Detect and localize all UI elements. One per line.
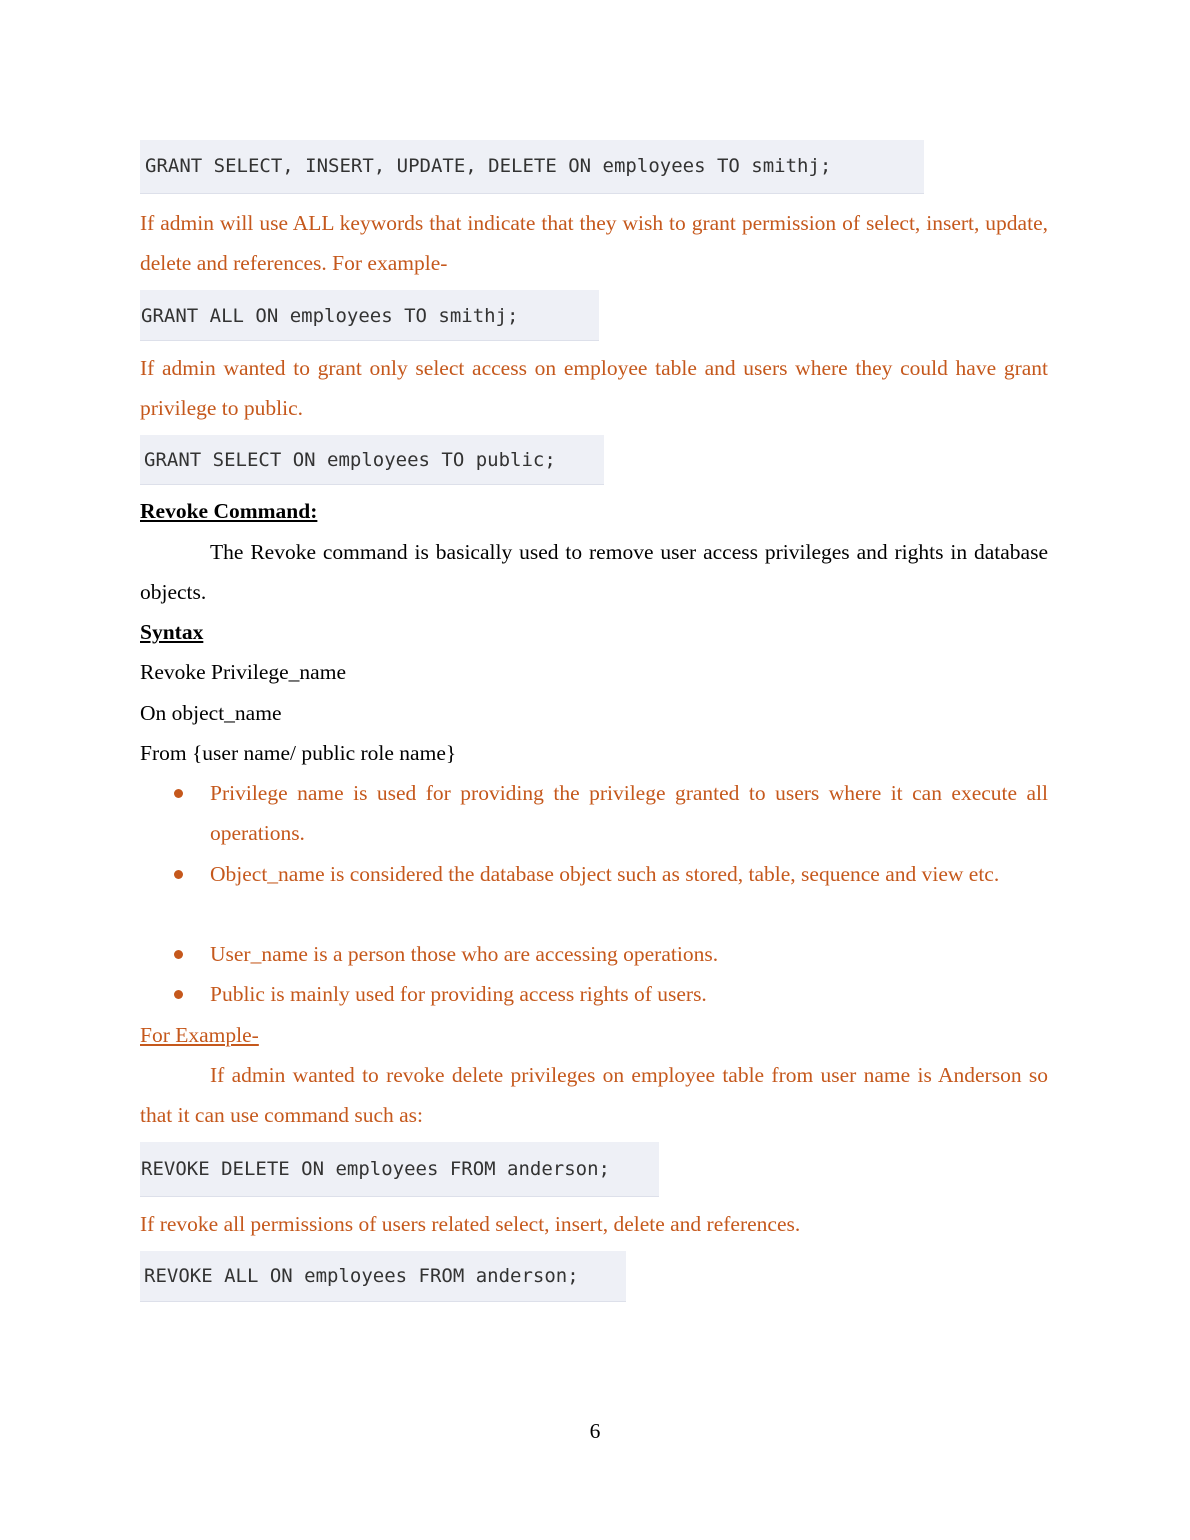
code-block-grant-public: GRANT SELECT ON employees TO public; bbox=[140, 435, 604, 485]
syntax-line: Revoke Privilege_name bbox=[140, 660, 346, 684]
bullet-item: Public is mainly used for providing access rights of users. bbox=[210, 982, 707, 1006]
bullet-dot-icon bbox=[174, 870, 183, 879]
code-block-revoke-delete: REVOKE DELETE ON employees FROM anderson; bbox=[140, 1142, 659, 1197]
paragraph-all-keyword: If admin will use ALL keywords that indicate that they wish to grant permission of select, insert, update, delete and references. For example- bbox=[140, 211, 1048, 275]
bullet-item: Privilege name is used for providing the privilege granted to users where it can execute all operations. bbox=[210, 781, 1048, 845]
bullet-item: User_name is a person those who are accessing operations. bbox=[210, 942, 719, 966]
bullet-item: Object_name is considered the database object such as stored, table, sequence and view etc. bbox=[210, 862, 1000, 886]
code-block-grant-multiple: GRANT SELECT, INSERT, UPDATE, DELETE ON employees TO smithj; bbox=[140, 140, 924, 194]
heading-revoke-command: Revoke Command: bbox=[140, 499, 318, 523]
paragraph-revoke-all: If revoke all permissions of users related select, insert, delete and references. bbox=[140, 1212, 801, 1236]
bullet-dot-icon bbox=[174, 990, 183, 999]
paragraph-revoke-example: If admin wanted to revoke delete privileges on employee table from user name is Anderson so that it can use command such as: bbox=[140, 1063, 1048, 1127]
syntax-line: On object_name bbox=[140, 701, 282, 725]
heading-syntax: Syntax bbox=[140, 620, 204, 644]
page-number: 6 bbox=[589, 1419, 601, 1443]
paragraph-public-grant: If admin wanted to grant only select access on employee table and users where they could have grant privilege to public. bbox=[140, 356, 1048, 420]
heading-for-example: For Example- bbox=[140, 1023, 259, 1047]
syntax-line: From {user name/ public role name} bbox=[140, 741, 457, 765]
code-block-grant-all: GRANT ALL ON employees TO smithj; bbox=[140, 290, 599, 341]
code-block-revoke-all: REVOKE ALL ON employees FROM anderson; bbox=[140, 1251, 626, 1302]
bullet-dot-icon bbox=[174, 950, 183, 959]
bullet-dot-icon bbox=[174, 789, 183, 798]
paragraph-revoke-description: The Revoke command is basically used to remove user access privileges and rights in database objects. bbox=[140, 540, 1048, 604]
